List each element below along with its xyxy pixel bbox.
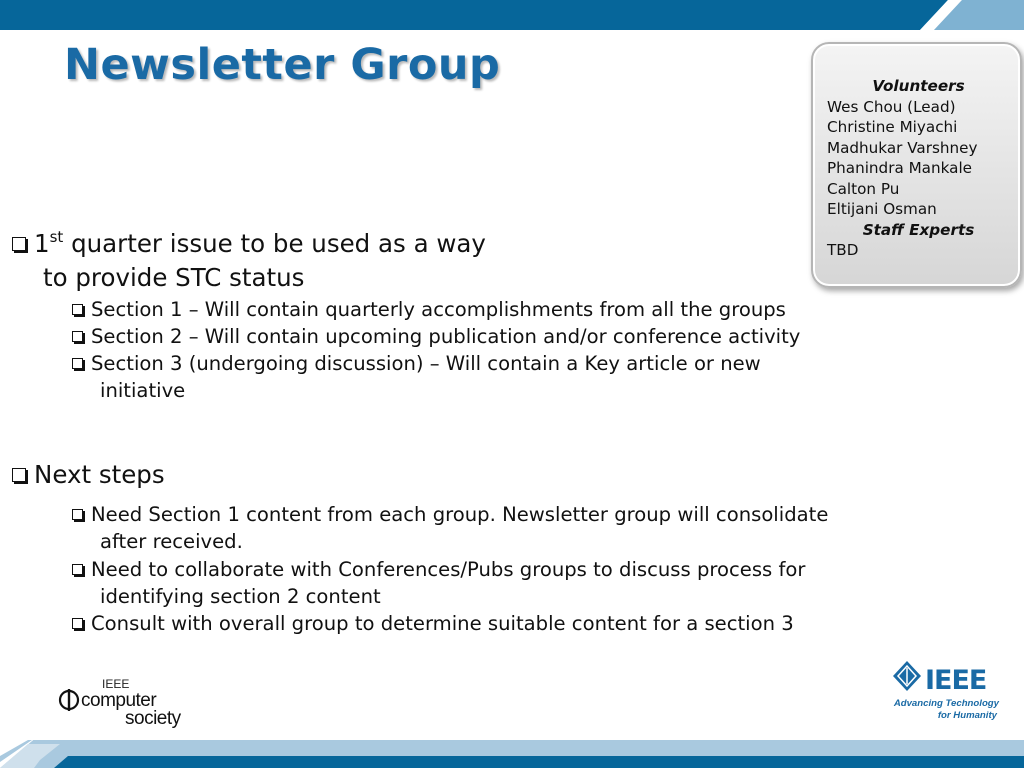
sub-bullet-text-continued: after received. (100, 530, 243, 553)
checkbox-bullet-icon (72, 564, 83, 575)
bullet-superscript: st (49, 228, 64, 246)
volunteer-name: Christine Miyachi (827, 118, 958, 136)
staff-expert-name: TBD (827, 241, 859, 259)
sub-bullet-text: Consult with overall group to determine suitable content for a section 3 (91, 612, 794, 635)
ieee-tagline-line1: Advancing Technology (893, 698, 999, 709)
bottom-footer-band (0, 728, 1024, 768)
sub-bullet-text: Section 1 – Will contain quarterly accomplishments from all the groups (91, 298, 786, 321)
ieee-logo (893, 659, 1005, 723)
sub-bullet-text-continued: initiative (100, 379, 186, 402)
ieee-tagline-line2: for Humanity (937, 710, 997, 721)
volunteer-name: Calton Pu (827, 179, 900, 198)
cs-logo-society-text: society (125, 708, 181, 728)
sub-bullet-section-3 (72, 350, 761, 404)
slide-title: Newsletter Group (64, 40, 501, 90)
sub-bullet-text: Need Section 1 content from each group. Newsletter group will consolidate (91, 503, 829, 526)
sub-bullet-text: Section 3 (undergoing discussion) – Will contain a Key article or new (91, 352, 761, 375)
cs-logo-ieee-text: IEEE (102, 677, 130, 691)
cs-logo-computer-text: computer (81, 690, 157, 711)
checkbox-bullet-icon (72, 304, 83, 315)
bullet-next-steps (12, 458, 165, 492)
bullet-text-continued: to provide STC status (43, 263, 305, 292)
sub-bullet-need-section-1 (72, 501, 828, 555)
volunteers-heading: Volunteers (872, 77, 965, 95)
sub-bullet-text: Section 2 – Will contain upcoming publication and/or conference activity (91, 325, 801, 348)
bullet-quarter-issue (12, 220, 486, 295)
sub-bullet-text-continued: identifying section 2 content (100, 585, 381, 608)
checkbox-bullet-icon (72, 509, 83, 520)
volunteer-name: Madhukar Varshney (827, 138, 978, 157)
checkbox-bullet-icon (72, 358, 83, 369)
sub-bullet-consult (72, 610, 794, 637)
bullet-text: quarter issue to be used as a way (63, 229, 486, 258)
checkbox-bullet-icon (12, 237, 26, 251)
ieee-wordmark: IEEE (925, 665, 987, 696)
checkbox-bullet-icon (72, 618, 83, 629)
volunteers-panel (811, 42, 1022, 288)
sub-bullet-section-2 (72, 323, 800, 350)
volunteer-name: Wes Chou (Lead) (827, 97, 956, 116)
sub-bullet-collaborate (72, 556, 805, 610)
volunteer-name: Phanindra Mankale (827, 159, 973, 177)
bullet-prefix: 1 (34, 229, 50, 258)
checkbox-bullet-icon (72, 331, 83, 342)
staff-experts-heading: Staff Experts (862, 220, 975, 239)
volunteer-name: Eltijani Osman (827, 200, 937, 218)
bullet-text: Next steps (34, 460, 165, 489)
sub-bullet-text: Need to collaborate with Conferences/Pubs groups to discuss process for (91, 558, 806, 581)
ieee-computer-society-logo (58, 676, 198, 728)
top-header-band (0, 0, 1024, 30)
checkbox-bullet-icon (12, 468, 26, 482)
sub-bullet-section-1 (72, 296, 786, 323)
